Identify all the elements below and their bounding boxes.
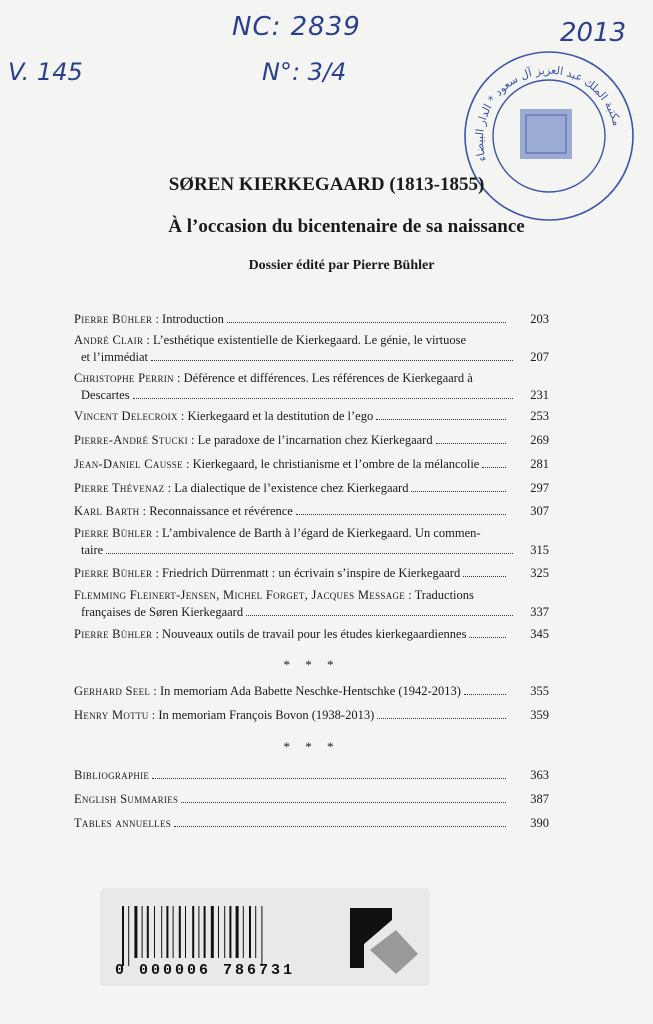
- toc-title: L’esthétique existentielle de Kierkegaard. Le génie, le virtuose: [153, 333, 466, 347]
- toc-page: 297: [530, 481, 549, 495]
- toc-title: Traductions: [414, 588, 474, 602]
- handwritten-issue-number: N°: 3/4: [262, 58, 347, 86]
- toc-entry[interactable]: Jean-Daniel Causse : Kierkegaard, le christianisme et l’ombre de la mélancolie 281: [74, 457, 549, 471]
- barcode-digits: 0 000006 786731: [115, 962, 296, 979]
- toc-author: Gerhard Seel: [74, 684, 151, 698]
- toc-author: Pierre-André Stucki: [74, 433, 188, 447]
- toc-title: In memoriam François Bovon (1938-2013): [158, 708, 375, 722]
- toc-page: 337: [530, 605, 549, 619]
- toc-author: Jean-Daniel Causse: [74, 457, 183, 471]
- library-stamp: [458, 45, 640, 227]
- toc-entry[interactable]: Pierre Bühler : Friedrich Dürrenmatt : un écrivain s’inspire de Kierkegaard 325: [74, 566, 549, 580]
- toc-title: Kierkegaard et la destitution de l’ego: [187, 409, 374, 423]
- toc-page: 363: [530, 768, 549, 782]
- toc-title: La dialectique de l’existence chez Kierkegaard: [174, 481, 409, 495]
- toc-page: 315: [530, 543, 549, 557]
- section-separator: * * *: [283, 657, 340, 672]
- toc-entry[interactable]: Henry Mottu : In memoriam François Bovon (1938-2013) 359: [74, 708, 549, 722]
- toc-author: Pierre Thévenaz: [74, 481, 165, 495]
- toc-entry[interactable]: Gerhard Seel : In memoriam Ada Babette Neschke-Hentschke (1942-2013) 355: [74, 684, 549, 698]
- stamp-text: مكتبة الملك عبد العزيز آل سعود * الدار البيضاء: [472, 63, 624, 164]
- toc-entry[interactable]: Pierre Bühler : Nouveaux outils de travail pour les études kierkegaardiennes 345: [74, 627, 549, 641]
- handwritten-nc-number: NC: 2839: [232, 12, 361, 42]
- toc-section: English Summaries: [74, 792, 179, 806]
- toc-title: Déférence et différences. Les références de Kierkegaard à: [183, 371, 473, 385]
- toc-author: Pierre Bühler: [74, 312, 153, 326]
- toc-author: Karl Barth: [74, 504, 140, 518]
- dossier-subtitle: À l’occasion du bicentenaire de sa naissance: [168, 216, 525, 237]
- toc-entry[interactable]: [74, 815, 549, 832]
- toc-author: Pierre Bühler: [74, 566, 153, 580]
- handwritten-volume: V. 145: [8, 58, 83, 86]
- toc-entry[interactable]: Pierre Bühler : L’ambivalence de Barth à l’égard de Kierkegaard. Un commen- taire 315: [74, 526, 549, 557]
- toc-title: Introduction: [162, 312, 224, 326]
- toc-page: 281: [530, 457, 549, 471]
- toc-title: L’ambivalence de Barth à l’égard de Kierkegaard. Un commen-: [162, 526, 481, 540]
- toc-entry[interactable]: Pierre Bühler : Introduction 203: [74, 312, 549, 326]
- toc-page: 231: [530, 388, 549, 402]
- toc-page: 203: [530, 312, 549, 326]
- toc-entry[interactable]: Karl Barth : Reconnaissance et révérence 307: [74, 504, 549, 518]
- toc-section: Bibliographie: [74, 768, 150, 782]
- toc-author: Henry Mottu: [74, 708, 149, 722]
- dossier-editor: Dossier édité par Pierre Bühler: [248, 258, 435, 273]
- toc-page: 253: [530, 409, 549, 423]
- toc-entry[interactable]: [74, 767, 549, 784]
- toc-title: Reconnaissance et révérence: [149, 504, 293, 518]
- toc-page: 207: [530, 350, 549, 364]
- toc-title-cont: taire: [81, 543, 104, 557]
- toc-entry[interactable]: Vincent Delecroix : Kierkegaard et la destitution de l’ego 253: [74, 409, 549, 423]
- publisher-logo: [350, 908, 418, 974]
- toc-author: Flemming Fleinert-Jensen, Michel Forget, Jacques Message: [74, 588, 406, 602]
- toc-page: 359: [530, 708, 549, 722]
- toc-author: Pierre Bühler: [74, 526, 153, 540]
- toc-title-cont: et l’immédiat: [81, 350, 148, 364]
- toc-title-cont: françaises de Søren Kierkegaard: [81, 605, 244, 619]
- toc-entry[interactable]: Pierre-André Stucki : Le paradoxe de l’incarnation chez Kierkegaard 269: [74, 433, 549, 447]
- section-separator: * * *: [283, 739, 340, 754]
- toc-title: Friedrich Dürrenmatt : un écrivain s’inspire de Kierkegaard: [162, 566, 461, 580]
- toc-title: Le paradoxe de l’incarnation chez Kierkegaard: [197, 433, 433, 447]
- toc-entry[interactable]: Pierre Thévenaz : La dialectique de l’existence chez Kierkegaard 297: [74, 481, 549, 495]
- toc-page: 345: [530, 627, 549, 641]
- toc-title: Nouveaux outils de travail pour les études kierkegaardiennes: [162, 627, 467, 641]
- toc-entry[interactable]: [74, 791, 549, 808]
- toc-author: André Clair: [74, 333, 144, 347]
- toc-section: Tables annuelles: [74, 816, 172, 830]
- toc-page: 269: [530, 433, 549, 447]
- toc-title-cont: Descartes: [81, 388, 130, 402]
- dossier-title: SØREN KIERKEGAARD (1813-1855): [168, 174, 485, 195]
- handwritten-year: 2013: [560, 18, 627, 48]
- toc-author: Christophe Perrin: [74, 371, 174, 385]
- toc-entry[interactable]: Flemming Fleinert-Jensen, Michel Forget, Jacques Message : Traductions françaises de Søren Kierkegaard 337: [74, 588, 549, 619]
- toc-page: 390: [530, 816, 549, 830]
- toc-page: 307: [530, 504, 549, 518]
- toc-page: 387: [530, 792, 549, 806]
- toc-title: In memoriam Ada Babette Neschke-Hentschke (1942-2013): [159, 684, 461, 698]
- toc-title: Kierkegaard, le christianisme et l’ombre de la mélancolie: [192, 457, 480, 471]
- toc-page: 355: [530, 684, 549, 698]
- toc-author: Pierre Bühler: [74, 627, 153, 641]
- toc-entry[interactable]: André Clair : L’esthétique existentielle de Kierkegaard. Le génie, le virtuose et l’immédiat 207: [74, 333, 549, 364]
- toc-page: 325: [530, 566, 549, 580]
- toc-entry[interactable]: Christophe Perrin : Déférence et différences. Les références de Kierkegaard à Descartes 231: [74, 371, 549, 402]
- stamp-emblem: [520, 109, 572, 159]
- toc-author: Vincent Delecroix: [74, 409, 178, 423]
